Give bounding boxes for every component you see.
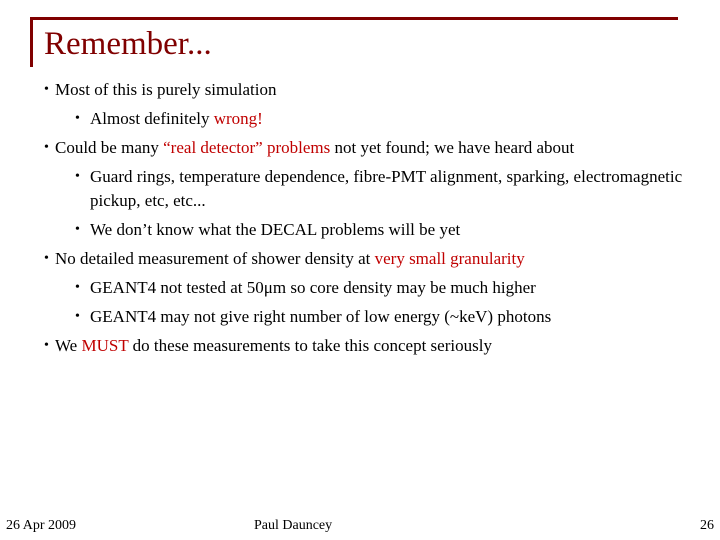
bullet-text: We don’t know what the DECAL problems will be yet bbox=[90, 220, 461, 239]
bullet-text: Guard rings, temperature dependence, fibre-PMT alignment, sparking, electromagnetic pickup, etc, etc... bbox=[90, 167, 683, 210]
emphasized-text: wrong! bbox=[213, 109, 263, 128]
bullet-item bbox=[44, 247, 694, 271]
bullet-marker-icon: • bbox=[44, 251, 49, 266]
bullet-marker-icon: • bbox=[75, 111, 80, 126]
slide-title: Remember... bbox=[44, 26, 212, 62]
bullet-marker-icon: • bbox=[75, 222, 80, 237]
title-frame-left-rule bbox=[30, 17, 33, 67]
emphasized-text: MUST bbox=[81, 336, 129, 355]
sub-bullet-item bbox=[44, 165, 694, 213]
bullet-marker-icon: • bbox=[75, 309, 80, 324]
footer-date: 26 Apr 2009 bbox=[6, 518, 76, 533]
sub-bullet-item bbox=[44, 276, 694, 300]
bullet-text: Most of this is purely simulation bbox=[55, 80, 277, 99]
footer-page-number: 26 bbox=[700, 518, 714, 533]
bullet-marker-icon: • bbox=[75, 280, 80, 295]
bullet-text: GEANT4 not tested at 50μm so core density may be much higher bbox=[90, 278, 536, 297]
bullet-text: GEANT4 may not give right number of low energy (~keV) photons bbox=[90, 307, 552, 326]
bullet-marker-icon: • bbox=[44, 338, 49, 353]
footer-author: Paul Dauncey bbox=[254, 518, 333, 533]
bullet-text: not yet found; we have heard about bbox=[330, 138, 575, 157]
sub-bullet-item bbox=[44, 218, 694, 242]
title-frame-top-rule bbox=[30, 17, 678, 20]
sub-bullet-item bbox=[44, 305, 694, 329]
bullet-text: We bbox=[55, 336, 82, 355]
emphasized-text: “real detector” problems bbox=[163, 138, 331, 157]
bullet-marker-icon: • bbox=[44, 82, 49, 97]
bullet-item bbox=[44, 136, 694, 160]
bullet-marker-icon: • bbox=[44, 140, 49, 155]
bullet-text: No detailed measurement of shower density at bbox=[55, 249, 375, 268]
bullet-text: Could be many bbox=[55, 138, 164, 157]
bullet-text: do these measurements to take this concept seriously bbox=[128, 336, 492, 355]
sub-bullet-item bbox=[44, 107, 694, 131]
bullet-item bbox=[44, 334, 694, 358]
bullet-marker-icon: • bbox=[75, 169, 80, 184]
bullet-text: Almost definitely bbox=[90, 109, 214, 128]
bullet-item bbox=[44, 78, 694, 102]
bullet-list bbox=[44, 78, 694, 363]
emphasized-text: very small granularity bbox=[374, 249, 525, 268]
